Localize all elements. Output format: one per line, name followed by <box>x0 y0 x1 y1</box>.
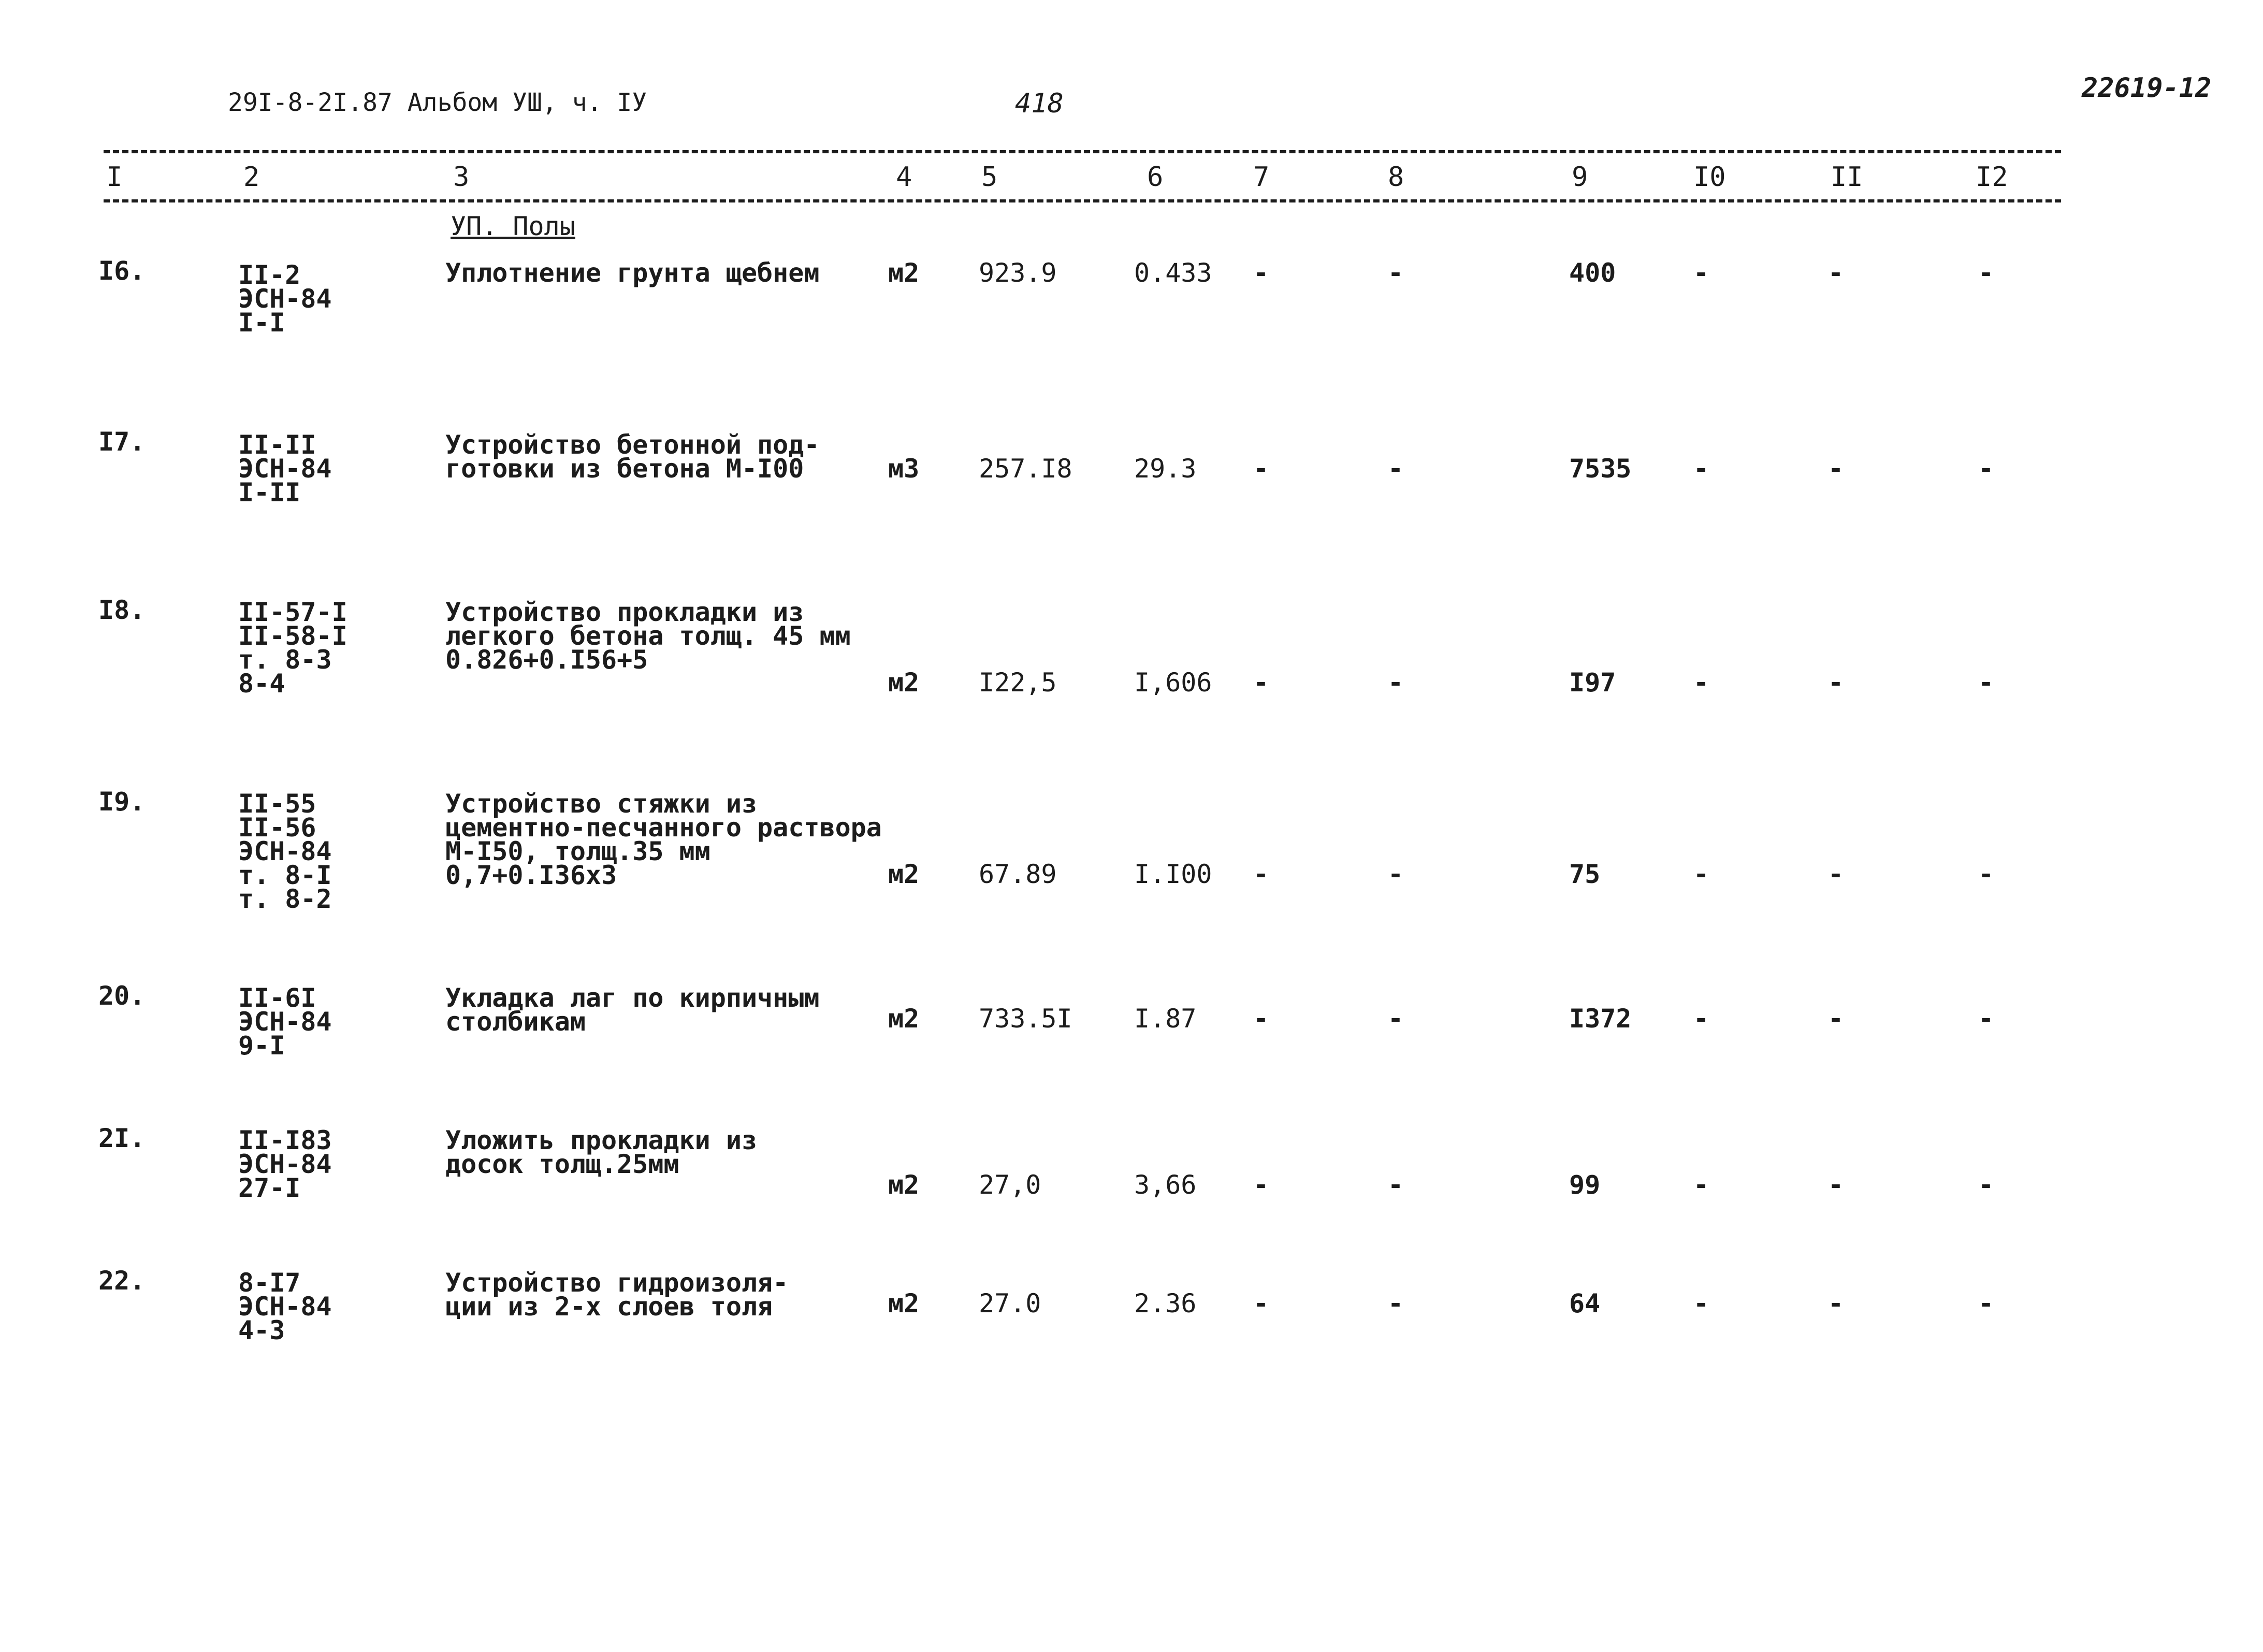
col10-value: - <box>1693 668 1709 698</box>
col7-value: - <box>1253 668 1269 698</box>
unit: м2 <box>888 668 920 698</box>
col12-value: - <box>1978 859 1994 889</box>
norm-code: II-I83 ЭСН-84 27-I <box>238 1125 332 1203</box>
col6-value: I.I00 <box>1134 859 1212 889</box>
col10-value: - <box>1693 454 1709 484</box>
norm-code: II-II ЭСН-84 I-II <box>238 430 332 508</box>
column-header: I0 <box>1693 162 1726 193</box>
table-top-rule <box>104 150 2061 153</box>
col6-value: I,606 <box>1134 668 1212 698</box>
norm-code: II-57-I II-58-I т. 8-3 8-4 <box>238 597 347 699</box>
column-header: I2 <box>1976 162 2008 193</box>
norm-code: 8-I7 ЭСН-84 4-3 <box>238 1268 332 1345</box>
column-header: 6 <box>1147 162 1164 193</box>
column-header: 9 <box>1572 162 1588 193</box>
col9-value: 64 <box>1569 1288 1601 1318</box>
col8-value: - <box>1388 1288 1404 1318</box>
col10-value: - <box>1693 1004 1709 1034</box>
norm-code: II-6I ЭСН-84 9-I <box>238 983 332 1061</box>
work-name: Уплотнение грунта щебнем <box>445 258 820 288</box>
col11-value: - <box>1828 668 1844 698</box>
row-number: I8. <box>98 595 146 625</box>
col7-value: - <box>1253 1288 1269 1318</box>
row-number: 2I. <box>98 1123 146 1153</box>
col7-value: - <box>1253 258 1269 288</box>
table-header-rule <box>104 199 2061 202</box>
col6-value: I.87 <box>1134 1004 1197 1034</box>
column-header: 3 <box>453 162 470 193</box>
row-number: I7. <box>98 427 146 457</box>
col9-value: I97 <box>1569 668 1616 698</box>
col12-value: - <box>1978 1288 1994 1318</box>
col12-value: - <box>1978 1170 1994 1200</box>
quantity: 27.0 <box>979 1288 1041 1318</box>
col11-value: - <box>1828 859 1844 889</box>
unit: м2 <box>888 1170 920 1200</box>
row-number: 20. <box>98 981 146 1011</box>
unit: м3 <box>888 454 920 484</box>
quantity: 27,0 <box>979 1170 1041 1200</box>
col8-value: - <box>1388 1004 1404 1034</box>
quantity: I22,5 <box>979 668 1057 698</box>
work-name: Устройство прокладки из легкого бетона толщ. 45 мм 0.826+0.I56+5 <box>445 597 851 675</box>
column-header: 2 <box>243 162 260 193</box>
col6-value: 3,66 <box>1134 1170 1197 1200</box>
col9-value: 75 <box>1569 859 1601 889</box>
unit: м2 <box>888 1004 920 1034</box>
col6-value: 29.3 <box>1134 454 1197 484</box>
col11-value: - <box>1828 454 1844 484</box>
unit: м2 <box>888 258 920 288</box>
col6-value: 2.36 <box>1134 1288 1197 1318</box>
document-code: 29I-8-2I.87 Альбом УШ, ч. IУ <box>228 88 647 117</box>
column-header: 8 <box>1388 162 1404 193</box>
work-name: Устройство гидроизоля- ции из 2-х слоев толя <box>445 1268 789 1322</box>
corner-mark: 22619-12 <box>2082 73 2212 104</box>
col9-value: 99 <box>1569 1170 1601 1200</box>
col8-value: - <box>1388 258 1404 288</box>
col8-value: - <box>1388 454 1404 484</box>
col12-value: - <box>1978 258 1994 288</box>
col6-value: 0.433 <box>1134 258 1212 288</box>
row-number: 22. <box>98 1266 146 1296</box>
col7-value: - <box>1253 454 1269 484</box>
column-header: 4 <box>896 162 912 193</box>
col7-value: - <box>1253 1004 1269 1034</box>
work-name: Укладка лаг по кирпичным столбикам <box>445 983 820 1037</box>
norm-code: II-2 ЭСН-84 I-I <box>238 260 332 338</box>
column-header: II <box>1831 162 1863 193</box>
col11-value: - <box>1828 258 1844 288</box>
row-number: I6. <box>98 256 146 286</box>
col11-value: - <box>1828 1288 1844 1318</box>
unit: м2 <box>888 859 920 889</box>
col10-value: - <box>1693 859 1709 889</box>
col9-value: 400 <box>1569 258 1616 288</box>
quantity: 923.9 <box>979 258 1057 288</box>
col8-value: - <box>1388 859 1404 889</box>
col12-value: - <box>1978 668 1994 698</box>
col10-value: - <box>1693 258 1709 288</box>
col11-value: - <box>1828 1004 1844 1034</box>
section-title: УП. Полы <box>451 211 575 241</box>
col10-value: - <box>1693 1170 1709 1200</box>
col12-value: - <box>1978 1004 1994 1034</box>
col12-value: - <box>1978 454 1994 484</box>
col10-value: - <box>1693 1288 1709 1318</box>
quantity: 67.89 <box>979 859 1057 889</box>
row-number: I9. <box>98 787 146 817</box>
norm-code: II-55 II-56 ЭСН-84 т. 8-I т. 8-2 <box>238 789 332 914</box>
work-name: Уложить прокладки из досок толщ.25мм <box>445 1125 758 1179</box>
col9-value: I372 <box>1569 1004 1632 1034</box>
col8-value: - <box>1388 1170 1404 1200</box>
column-header: I <box>106 162 123 193</box>
column-header: 5 <box>981 162 998 193</box>
column-header: 7 <box>1253 162 1270 193</box>
unit: м2 <box>888 1288 920 1318</box>
col11-value: - <box>1828 1170 1844 1200</box>
col7-value: - <box>1253 1170 1269 1200</box>
col7-value: - <box>1253 859 1269 889</box>
col9-value: 7535 <box>1569 454 1632 484</box>
work-name: Устройство бетонной под- готовки из бетона М-I00 <box>445 430 820 484</box>
col8-value: - <box>1388 668 1404 698</box>
page-number: 418 <box>1015 88 1064 119</box>
quantity: 733.5I <box>979 1004 1072 1034</box>
quantity: 257.I8 <box>979 454 1072 484</box>
work-name: Устройство стяжки из цементно-песчанного раствора М-I50, толщ.35 мм 0,7+0.I36x3 <box>445 789 882 890</box>
